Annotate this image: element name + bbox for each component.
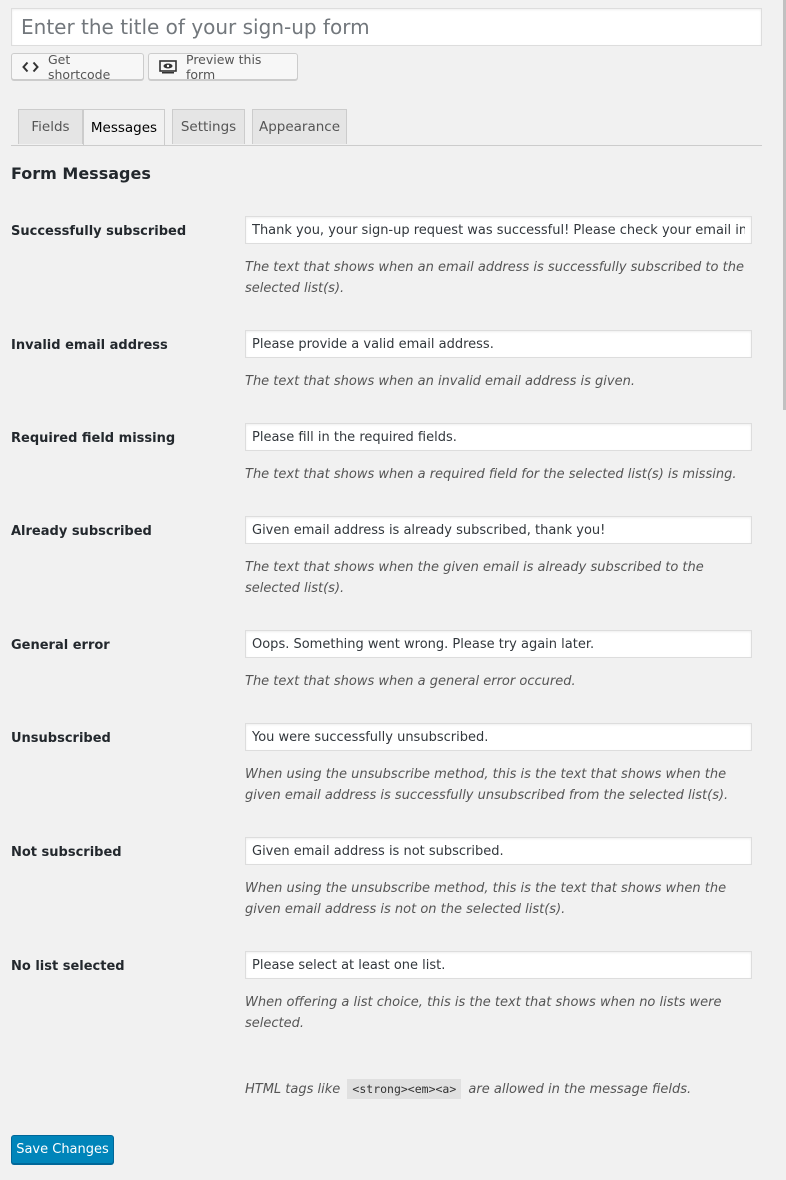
label-subscribed: Successfully subscribed	[11, 224, 187, 239]
note-suffix: are allowed in the message fields.	[468, 1082, 692, 1097]
note-code: <strong><em><a>	[347, 1079, 461, 1099]
label-not-subscribed: Not subscribed	[11, 845, 122, 860]
form-tabs	[11, 109, 762, 146]
desc-subscribed: The text that shows when an email address is successfully subscribed to the selected list(s).	[245, 260, 744, 296]
input-general-error[interactable]	[245, 630, 752, 658]
label-unsubscribed: Unsubscribed	[11, 731, 111, 746]
input-already-subscribed[interactable]	[245, 516, 752, 544]
preview-form-button[interactable]	[148, 53, 298, 80]
get-shortcode-label: Get shortcode	[48, 51, 111, 82]
get-shortcode-button[interactable]	[11, 53, 144, 80]
note-prefix: HTML tags like	[245, 1082, 341, 1097]
label-required-missing: Required field missing	[11, 431, 176, 446]
desc-already-subscribed: The text that shows when the given email is already subscribed to the selected list(s).	[245, 560, 704, 596]
label-general-error: General error	[11, 638, 110, 653]
desc-invalid-email: The text that shows when an invalid email address is given.	[245, 374, 635, 389]
label-no-list-selected: No list selected	[11, 959, 125, 974]
preview-icon	[159, 60, 177, 74]
tab-settings[interactable]: Settings	[172, 109, 245, 144]
input-required-missing[interactable]	[245, 423, 752, 451]
desc-unsubscribed: When using the unsubscribe method, this is the text that shows when the given email address is successfully unsubscribed from the selected list(s).	[245, 767, 729, 803]
label-already-subscribed: Already subscribed	[11, 524, 152, 539]
desc-no-list-selected: When offering a list choice, this is the text that shows when no lists were selected.	[245, 995, 722, 1031]
code-icon	[22, 61, 39, 73]
desc-not-subscribed: When using the unsubscribe method, this is the text that shows when the given email address is not on the selected list(s).	[245, 881, 727, 917]
input-no-list-selected[interactable]	[245, 951, 752, 979]
tab-appearance[interactable]: Appearance	[252, 109, 347, 144]
input-not-subscribed[interactable]	[245, 837, 752, 865]
label-invalid-email: Invalid email address	[11, 338, 168, 353]
tab-messages[interactable]: Messages	[83, 109, 165, 145]
desc-required-missing: The text that shows when a required field for the selected list(s) is missing.	[245, 467, 737, 482]
section-title: Form Messages	[11, 164, 151, 183]
input-subscribed[interactable]	[245, 216, 752, 244]
input-invalid-email[interactable]	[245, 330, 752, 358]
save-changes-button[interactable]: Save Changes	[11, 1135, 114, 1164]
form-title-input[interactable]	[11, 8, 762, 46]
preview-form-label: Preview this form	[186, 51, 262, 82]
input-unsubscribed[interactable]	[245, 723, 752, 751]
tab-fields[interactable]: Fields	[18, 109, 83, 144]
desc-general-error: The text that shows when a general error occured.	[245, 674, 576, 689]
html-tags-note	[245, 1078, 691, 1101]
